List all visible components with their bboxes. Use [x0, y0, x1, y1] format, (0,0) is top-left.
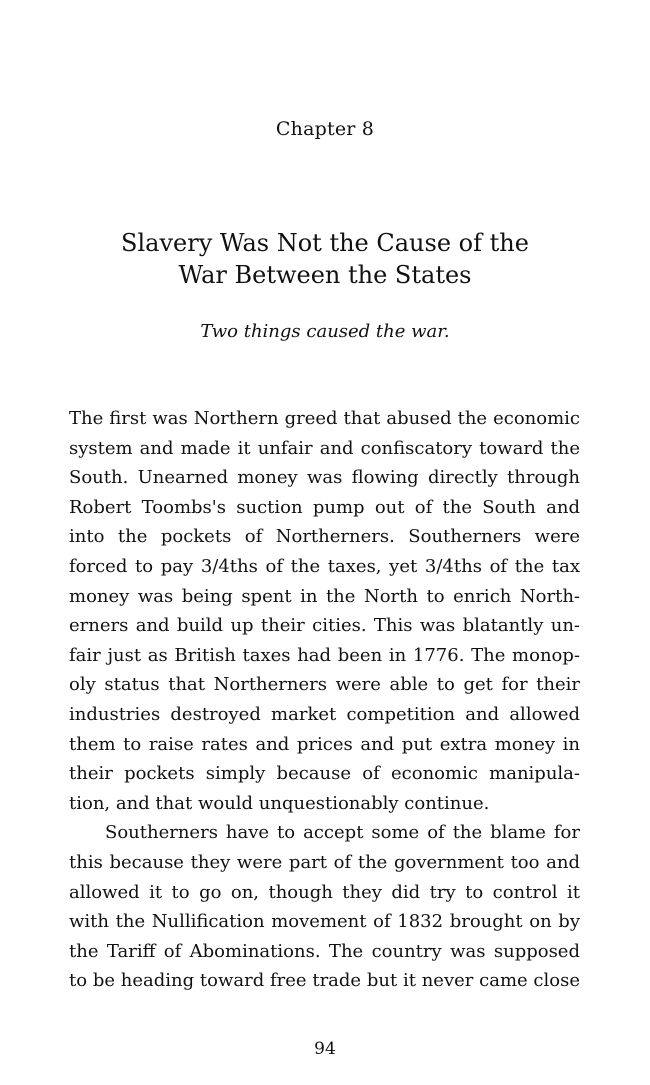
paragraph-2: [69, 818, 580, 996]
text-line: forced to pay 3/4ths of the taxes, yet 3/4ths of the tax: [69, 555, 580, 577]
text-line: erners and build up their cities. This was blatantly un-: [69, 615, 580, 637]
text-line: with the Nullification movement of 1832 brought on by: [69, 911, 580, 933]
text-line: the Tariff of Abominations. The country was supposed: [69, 940, 580, 962]
paragraph-1: [69, 404, 580, 818]
text-line: The first was Northern greed that abused the economic: [69, 408, 580, 429]
chapter-title-line: War Between the States: [178, 261, 472, 289]
text-line: allowed it to go on, though they did try to control it: [69, 881, 580, 903]
chapter-label: Chapter 8: [275, 118, 375, 140]
text-line: to be heading toward free trade but it never came close: [69, 970, 580, 992]
body-text: [69, 404, 580, 996]
text-line: into the pockets of Northerners. Southerners were: [69, 526, 580, 548]
text-line: oly status that Northerners were able to get for their: [69, 674, 580, 696]
chapter-title: [60, 227, 590, 291]
text-line: fair just as British taxes had been in 1776. The monop-: [69, 644, 580, 666]
text-line: money was being spent in the North to enrich North-: [69, 585, 580, 607]
text-line: system and made it unfair and confiscatory toward the: [69, 437, 580, 459]
page-number: 94: [314, 1039, 336, 1059]
text-line: tion, and that would unquestionably continue.: [69, 792, 490, 814]
chapter-subtitle: Two things caused the war.: [200, 321, 450, 342]
text-line: industries destroyed market competition and allowed: [69, 703, 580, 725]
chapter-title-line: Slavery Was Not the Cause of the: [121, 229, 529, 257]
text-line: them to raise rates and prices and put extra money in: [69, 733, 580, 755]
text-line: Robert Toombs's suction pump out of the South and: [69, 496, 580, 518]
text-line: Southerners have to accept some of the blame for: [105, 822, 580, 844]
text-line: South. Unearned money was flowing directly through: [69, 467, 580, 489]
text-line: this because they were part of the government too and: [69, 851, 580, 873]
text-line: their pockets simply because of economic manipula-: [69, 763, 580, 785]
